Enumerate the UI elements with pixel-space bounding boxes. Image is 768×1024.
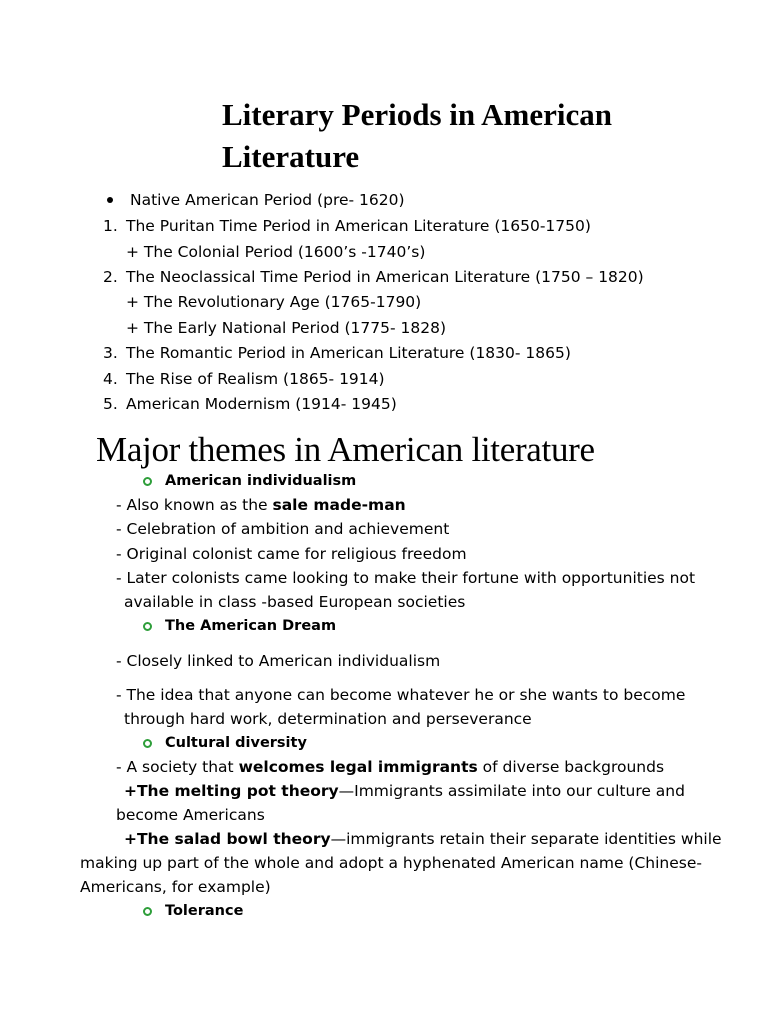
theme-text-line	[124, 779, 685, 803]
period-number: 4.	[103, 370, 118, 388]
period-item: The Romantic Period in American Literature (1830- 1865)	[126, 344, 571, 362]
ring-bullet-icon	[143, 907, 152, 916]
period-number: 1.	[103, 217, 118, 235]
theme-text-line: available in class -based European societies	[124, 593, 466, 611]
theme-text-line: Americans, for example)	[80, 878, 271, 896]
ring-bullet-icon	[143, 739, 152, 748]
theme-dream-label: The American Dream	[165, 618, 337, 634]
text-segment: - A society that	[116, 758, 239, 776]
period-bullet-item: Native American Period (pre- 1620)	[130, 191, 405, 209]
theme-text-line: - The idea that anyone can become whatever he or she wants to become	[116, 686, 686, 704]
bold-term: +The salad bowl theory	[124, 830, 331, 848]
theme-text-line	[124, 827, 722, 851]
themes-heading: Major themes in American literature	[96, 430, 595, 469]
period-subitem: + The Revolutionary Age (1765-1790)	[126, 293, 422, 311]
theme-text-line: making up part of the whole and adopt a hyphenated American name (Chinese-	[80, 854, 702, 872]
period-item: The Neoclassical Time Period in American Literature (1750 – 1820)	[126, 268, 644, 286]
period-item: American Modernism (1914- 1945)	[126, 395, 397, 413]
text-segment: - Also known as the	[116, 496, 273, 514]
period-subitem: + The Early National Period (1775- 1828)	[126, 319, 447, 337]
theme-text-line: - Later colonists came looking to make their fortune with opportunities not	[116, 569, 696, 587]
period-subitem: + The Colonial Period (1600’s -1740’s)	[126, 243, 426, 261]
period-item: The Puritan Time Period in American Literature (1650-1750)	[126, 217, 591, 235]
page-title-line2: Literature	[222, 139, 360, 174]
theme-text-line: become Americans	[116, 806, 265, 824]
period-number: 5.	[103, 395, 118, 413]
text-segment: of diverse backgrounds	[477, 758, 665, 776]
theme-text-line: - Celebration of ambition and achievement	[116, 520, 450, 538]
page-title-line1: Literary Periods in American	[222, 97, 612, 132]
period-number: 2.	[103, 268, 118, 286]
theme-text-line: - Closely linked to American individualism	[116, 652, 441, 670]
text-segment: —Immigrants assimilate into our culture and	[338, 782, 685, 800]
theme-text-line	[116, 755, 664, 779]
theme-text-line: - Original colonist came for religious freedom	[116, 545, 467, 563]
bold-term: sale made-man	[272, 496, 406, 514]
period-number: 3.	[103, 344, 118, 362]
period-item: The Rise of Realism (1865- 1914)	[126, 370, 385, 388]
theme-text-line: through hard work, determination and perseverance	[124, 710, 532, 728]
theme-tolerance-label: Tolerance	[165, 903, 244, 919]
theme-text-line	[116, 493, 406, 517]
bold-term: +The melting pot theory	[124, 782, 339, 800]
theme-individualism-label: American individualism	[165, 473, 357, 489]
bullet-dot-icon	[107, 197, 113, 203]
bold-term: welcomes legal immigrants	[238, 758, 478, 776]
text-segment: —immigrants retain their separate identities while	[330, 830, 722, 848]
theme-diversity-label: Cultural diversity	[165, 735, 307, 751]
ring-bullet-icon	[143, 622, 152, 631]
ring-bullet-icon	[143, 477, 152, 486]
